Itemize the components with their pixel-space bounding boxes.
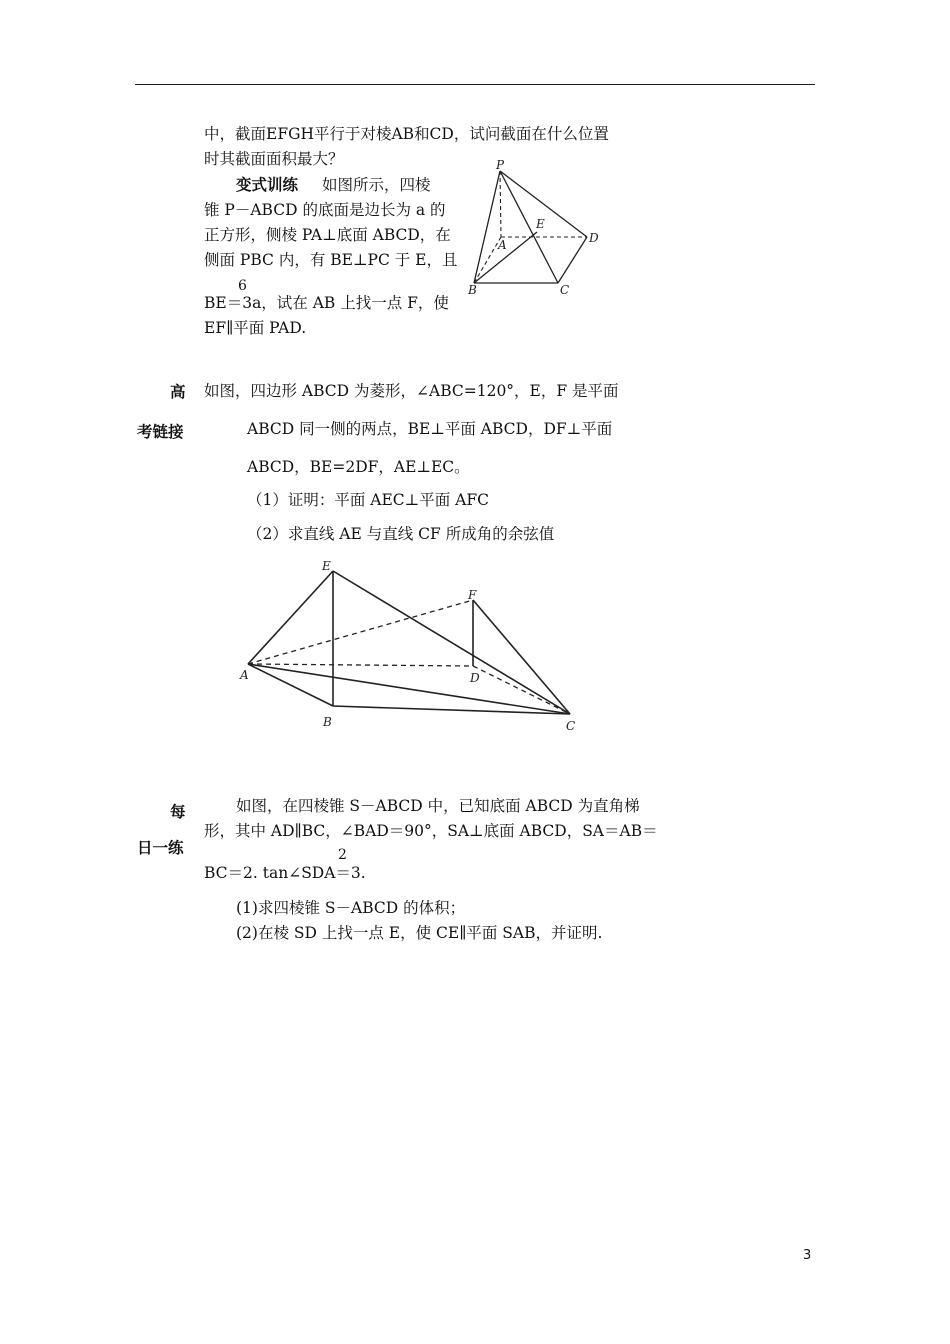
text-line: ABCD，BE=2DF，AE⊥EC。	[247, 458, 470, 476]
label-D: D	[589, 231, 599, 245]
edge-AF	[248, 600, 473, 664]
question: （1）证明：平面 AEC⊥平面 AFC	[247, 491, 489, 509]
edge-EC	[333, 571, 570, 714]
section-label: 考链接	[137, 423, 184, 441]
section-label: 日一练	[137, 839, 184, 857]
label-D: D	[470, 671, 480, 685]
question: （2）求直线 AE 与直线 CF 所成角的余弦值	[247, 525, 555, 543]
edge-AC	[248, 664, 570, 714]
header-rule	[135, 84, 815, 85]
edge-PB	[474, 171, 500, 283]
text-line: 正方形，侧棱 PA⊥底面 ABCD，在	[204, 226, 451, 244]
question: (2)在棱 SD 上找一点 E，使 CE∥平面 SAB，并证明.	[236, 924, 603, 942]
text-line: EF∥平面 PAD.	[204, 319, 307, 337]
text-line: 中，截面EFGH平行于对棱AB和CD，试问截面在什么位置	[204, 125, 609, 143]
label-E: E	[536, 217, 545, 231]
text-line: 时其截面面积最大？	[204, 150, 344, 168]
label-P: P	[496, 158, 505, 172]
solid-figure-2	[232, 548, 592, 743]
label-A: A	[498, 238, 507, 252]
edge-PC	[500, 171, 558, 283]
pyramid-figure-1	[460, 158, 610, 298]
label-E: E	[322, 559, 331, 573]
label-A: A	[240, 668, 249, 682]
page-number: 3	[803, 1248, 812, 1263]
text-line: BC＝2. tan∠SDA＝3.	[204, 864, 366, 882]
edge-AE	[248, 571, 333, 664]
edge-CD	[558, 237, 587, 283]
label-F: F	[468, 588, 477, 602]
text-line: 如图所示，四棱	[322, 176, 431, 194]
section-label: 高	[170, 383, 186, 401]
edge-PA	[500, 171, 501, 237]
edge-AB	[474, 237, 501, 283]
label-B: B	[468, 283, 477, 297]
question: (1)求四棱锥 S－ABCD 的体积；	[236, 899, 466, 917]
text-line: ABCD 同一侧的两点，BE⊥平面 ABCD，DF⊥平面	[247, 420, 613, 438]
text-line: 如图，四边形 ABCD 为菱形，∠ABC=120°，E，F 是平面	[204, 382, 619, 400]
label-C: C	[566, 719, 576, 733]
edge-BC	[333, 706, 570, 714]
label-B: B	[323, 715, 332, 729]
text-line: 侧面 PBC 内，有 BE⊥PC 于 E，且	[204, 251, 458, 269]
text-line: BE＝3a，试在 AB 上找一点 F，使	[204, 294, 449, 312]
section-label: 每	[170, 803, 186, 821]
fraction-numerator: 2	[338, 847, 347, 863]
label-C: C	[560, 283, 570, 297]
text-line: 形，其中 AD∥BC，∠BAD＝90°，SA⊥底面 ABCD，SA＝AB＝	[204, 822, 658, 840]
fraction-numerator: 6	[238, 278, 247, 294]
text-line: 锥 P－ABCD 的底面是边长为 a 的	[204, 201, 446, 219]
edge-FC	[473, 600, 570, 714]
variant-heading: 变式训练	[236, 175, 299, 194]
edge-AD	[248, 664, 473, 666]
text-line: 如图，在四棱锥 S－ABCD 中，已知底面 ABCD 为直角梯	[236, 797, 640, 815]
